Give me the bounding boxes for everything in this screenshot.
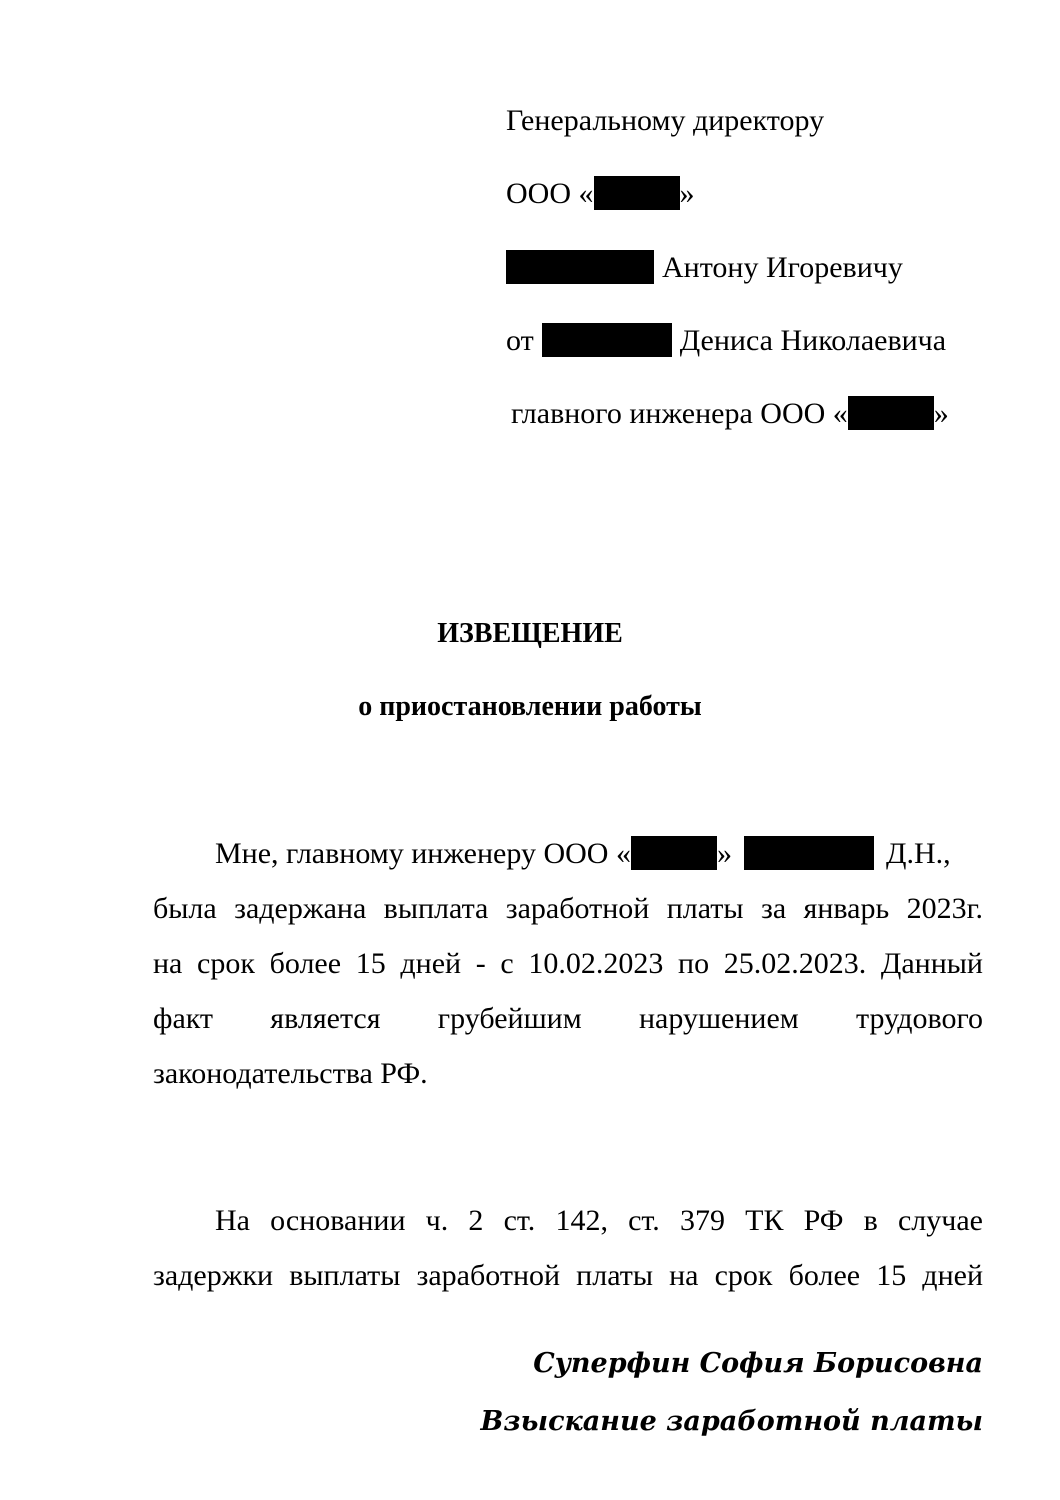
from-prefix: от [506,324,534,357]
redaction-block [594,176,680,210]
redaction-block [631,836,717,870]
org-suffix: » [679,177,695,210]
sender-position-suffix: » [933,397,949,430]
addressee-org [506,176,695,212]
addressee-title-text: Генеральному директору [506,104,825,137]
p1-text-a: Мне, главному инженеру ООО « [215,837,631,870]
document-topic: Взыскание заработной платы [480,1406,983,1437]
paragraph-1-line-4: факт является грубейшим нарушением трудового [153,1002,983,1035]
sender-name-text: Дениса Николаевича [679,324,947,357]
addressee-name [506,250,903,286]
redaction-block [542,323,672,357]
document-title: ИЗВЕЩЕНИЕ [437,618,623,649]
document-subtitle: о приостановлении работы [358,691,702,722]
paragraph-2-line-1: На основании ч. 2 ст. 142, ст. 379 ТК РФ в случае [215,1204,983,1237]
p1-text-b: » [716,837,732,870]
sender-position [511,396,949,432]
addressee-name-text: Антону Игоревичу [662,251,903,284]
sender-position-text: главного инженера ООО « [511,397,848,430]
redaction-block [848,396,934,430]
paragraph-2-line-2: задержки выплаты заработной платы на срок более 15 дней [153,1259,983,1292]
sender-name [506,323,946,359]
redaction-block [744,836,874,870]
addressee-title [506,103,824,139]
paragraph-1-line-3: на срок более 15 дней - с 10.02.2023 по 25.02.2023. Данный [153,947,983,980]
redaction-block [506,250,654,284]
org-prefix: ООО « [506,177,594,210]
paragraph-1-line-1 [215,836,951,872]
p1-text-c: Д.Н., [885,837,951,870]
paragraph-1-line-2: была задержана выплата заработной платы за январь 2023г. [153,892,983,925]
author-signature: Суперфин София Борисовна [533,1348,983,1379]
paragraph-1-line-5: законодательства РФ. [153,1057,428,1090]
